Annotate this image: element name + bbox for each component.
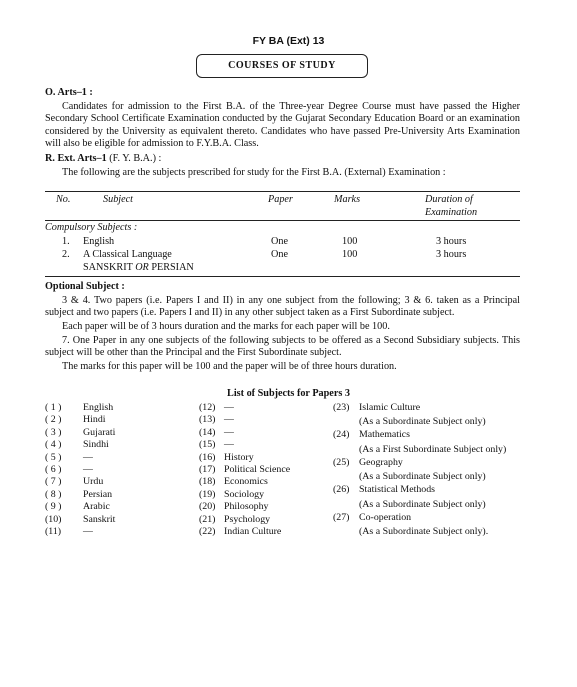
list-item-note: (As a Subordinate Subject only) bbox=[359, 498, 486, 510]
list-item-note: (As a First Subordinate Subject only) bbox=[359, 443, 507, 455]
list-item bbox=[199, 526, 290, 538]
list-column-1 bbox=[45, 402, 115, 538]
list-item-number: (11) bbox=[45, 525, 62, 537]
list-item-number: ( 5 ) bbox=[45, 451, 62, 463]
list-item bbox=[199, 501, 290, 513]
list-item-note: (As a Subordinate Subject only) bbox=[359, 416, 486, 428]
list-item-number: (12) bbox=[199, 402, 216, 413]
table-header-rule bbox=[45, 220, 520, 221]
optional-paragraph-2: Each paper will be of 3 hours duration and the marks for each paper will be 100. bbox=[62, 321, 390, 332]
list-item-subject: Indian Culture bbox=[224, 525, 282, 537]
col-header-examination: Examination bbox=[425, 207, 478, 218]
list-item bbox=[333, 457, 506, 469]
section-o-paragraph: Candidates for admission to the First B.A. of the Three-year Degree Course must have passed the Higher Secondary School Certificate Examination conducted by the Gujarat Secondary Education Board or an examination considered by the University as equivalent thereto. Candidates who have passed Pre-University Arts Examination will also be eligible for admission to F.Y.B.A. Class. bbox=[45, 101, 520, 150]
table-row-1-marks: 100 bbox=[342, 236, 358, 247]
list-item-subject: Sociology bbox=[224, 488, 265, 500]
list-item-subject: — bbox=[224, 402, 234, 413]
list-item bbox=[333, 429, 506, 441]
table-row-2-subject: A Classical Language bbox=[83, 249, 172, 260]
list-item-number: ( 6 ) bbox=[45, 463, 62, 475]
table-bottom-rule bbox=[45, 276, 520, 277]
list-item-subject: Sindhi bbox=[83, 439, 109, 451]
list-item bbox=[199, 414, 290, 426]
list-item-number: ( 4 ) bbox=[45, 439, 62, 451]
list-item-number: ( 2 ) bbox=[45, 414, 62, 426]
list-item bbox=[199, 489, 290, 501]
list-item-number: (19) bbox=[199, 488, 216, 500]
list-item-subject: Philosophy bbox=[224, 501, 269, 513]
list-item-number: (20) bbox=[199, 501, 216, 513]
list-item bbox=[45, 464, 115, 476]
list-item-number: (25) bbox=[333, 456, 350, 468]
list-item-subject: Gujarati bbox=[83, 426, 116, 438]
list-item-number: (10) bbox=[45, 513, 62, 525]
col-header-no: No. bbox=[56, 194, 71, 205]
list-item-number: ( 3 ) bbox=[45, 426, 62, 438]
col-header-subject: Subject bbox=[103, 194, 133, 205]
col-header-duration: Duration of bbox=[425, 194, 473, 205]
option-persian: PERSIAN bbox=[148, 262, 194, 273]
list-column-2 bbox=[199, 402, 290, 538]
table-row-2-duration: 3 hours bbox=[436, 249, 467, 260]
section-r-heading-rest: (F. Y. B.A.) : bbox=[106, 153, 162, 164]
table-row-2-no: 2. bbox=[62, 249, 70, 260]
list-item-number: (16) bbox=[199, 451, 216, 463]
compulsory-subjects-label: Compulsory Subjects : bbox=[45, 222, 138, 233]
list-item bbox=[333, 484, 506, 496]
list-item-subject: — bbox=[83, 525, 93, 537]
section-o-heading: O. Arts–1 : bbox=[45, 87, 93, 98]
table-top-rule bbox=[45, 191, 520, 192]
list-item-note: (As a Subordinate Subject only) bbox=[359, 471, 486, 483]
list-item bbox=[45, 402, 115, 414]
list-item-number: ( 1 ) bbox=[45, 402, 62, 413]
list-item bbox=[333, 512, 506, 524]
list-item-subject: — bbox=[224, 439, 234, 451]
list-item-subject: History bbox=[224, 451, 254, 463]
list-item bbox=[199, 439, 290, 451]
list-item-subject: — bbox=[83, 451, 93, 463]
option-sanskrit: SANSKRIT bbox=[83, 262, 136, 273]
list-item-number: (23) bbox=[333, 402, 350, 413]
list-item bbox=[333, 402, 506, 414]
list-item-subject: Arabic bbox=[83, 501, 110, 513]
list-item bbox=[199, 427, 290, 439]
classical-language-options bbox=[83, 262, 194, 273]
courses-of-study-title: COURSES OF STUDY bbox=[196, 54, 368, 78]
list-item-note: (As a Subordinate Subject only). bbox=[359, 525, 489, 537]
list-item bbox=[45, 489, 115, 501]
list-item bbox=[199, 476, 290, 488]
list-item-subject: Hindi bbox=[83, 414, 106, 426]
optional-paragraph-3: 7. One Paper in any one subjects of the following subjects to be offered as a Second Subsidiary subjects. This subject will be other than the Principal and the First Subordinate subject. bbox=[45, 335, 520, 359]
table-row-1-no: 1. bbox=[62, 236, 70, 247]
list-item-number: (18) bbox=[199, 476, 216, 488]
list-item bbox=[45, 414, 115, 426]
table-row-2-marks: 100 bbox=[342, 249, 358, 260]
list-item-subject: Urdu bbox=[83, 476, 104, 488]
list-item bbox=[45, 427, 115, 439]
list-item bbox=[45, 439, 115, 451]
list-item-subject: — bbox=[224, 426, 234, 438]
list-item bbox=[199, 452, 290, 464]
section-r-intro: The following are the subjects prescribed for study for the First B.A. (External) Examination : bbox=[62, 167, 446, 178]
list-item-subject: Islamic Culture bbox=[359, 402, 421, 413]
list-item-subject: — bbox=[224, 414, 234, 426]
list-item-subject: Persian bbox=[83, 488, 113, 500]
list-item-number: (26) bbox=[333, 484, 350, 496]
list-item-subject: Sanskrit bbox=[83, 513, 116, 525]
list-item bbox=[199, 402, 290, 414]
table-row-1-duration: 3 hours bbox=[436, 236, 467, 247]
list-item-number: (22) bbox=[199, 525, 216, 537]
table-row-1-paper: One bbox=[271, 236, 288, 247]
section-r-heading bbox=[45, 153, 161, 164]
table-row-1-subject: English bbox=[83, 236, 115, 247]
list-item-number: (24) bbox=[333, 429, 350, 441]
list-item-subject: Co-operation bbox=[359, 511, 412, 523]
section-r-heading-bold: R. Ext. Arts–1 bbox=[45, 153, 107, 164]
list-column-3 bbox=[333, 402, 506, 539]
list-item-number: ( 7 ) bbox=[45, 476, 62, 488]
list-item bbox=[45, 501, 115, 513]
list-item bbox=[199, 464, 290, 476]
list-title: List of Subjects for Papers 3 bbox=[227, 388, 350, 399]
option-or: OR bbox=[135, 262, 149, 273]
col-header-paper: Paper bbox=[268, 194, 293, 205]
page-header: FY BA (Ext) 13 bbox=[252, 35, 325, 47]
list-item bbox=[45, 452, 115, 464]
list-item bbox=[45, 514, 115, 526]
list-item bbox=[199, 514, 290, 526]
list-item-subject: Statistical Methods bbox=[359, 484, 435, 496]
list-item-number: (13) bbox=[199, 414, 216, 426]
optional-paragraph-1: 3 & 4. Two papers (i.e. Papers I and II) in any one subject from the following; 3 & 6. taken as a Principal subject and two papers (i.e. Papers I and II) in any other subject taken as a First Subordinate subject. bbox=[45, 295, 520, 319]
list-item-subject: — bbox=[83, 463, 93, 475]
list-item-number: (14) bbox=[199, 426, 216, 438]
optional-paragraph-4: The marks for this paper will be 100 and the paper will be of three hours duration. bbox=[62, 361, 397, 372]
list-item bbox=[45, 526, 115, 538]
col-header-marks: Marks bbox=[334, 194, 361, 205]
table-row-2-paper: One bbox=[271, 249, 288, 260]
list-item-subject: Economics bbox=[224, 476, 268, 488]
list-item-number: (15) bbox=[199, 439, 216, 451]
list-item-number: (21) bbox=[199, 513, 216, 525]
list-item-subject: Geography bbox=[359, 456, 403, 468]
list-item-subject: Mathematics bbox=[359, 429, 411, 441]
list-item-subject: English bbox=[83, 402, 114, 413]
list-item bbox=[45, 476, 115, 488]
list-item-number: ( 8 ) bbox=[45, 488, 62, 500]
list-item-number: ( 9 ) bbox=[45, 501, 62, 513]
list-item-subject: Political Science bbox=[224, 463, 291, 475]
list-item-number: (27) bbox=[333, 511, 350, 523]
list-item-number: (17) bbox=[199, 463, 216, 475]
list-item-subject: Psychology bbox=[224, 513, 271, 525]
optional-subject-heading: Optional Subject : bbox=[45, 281, 125, 292]
